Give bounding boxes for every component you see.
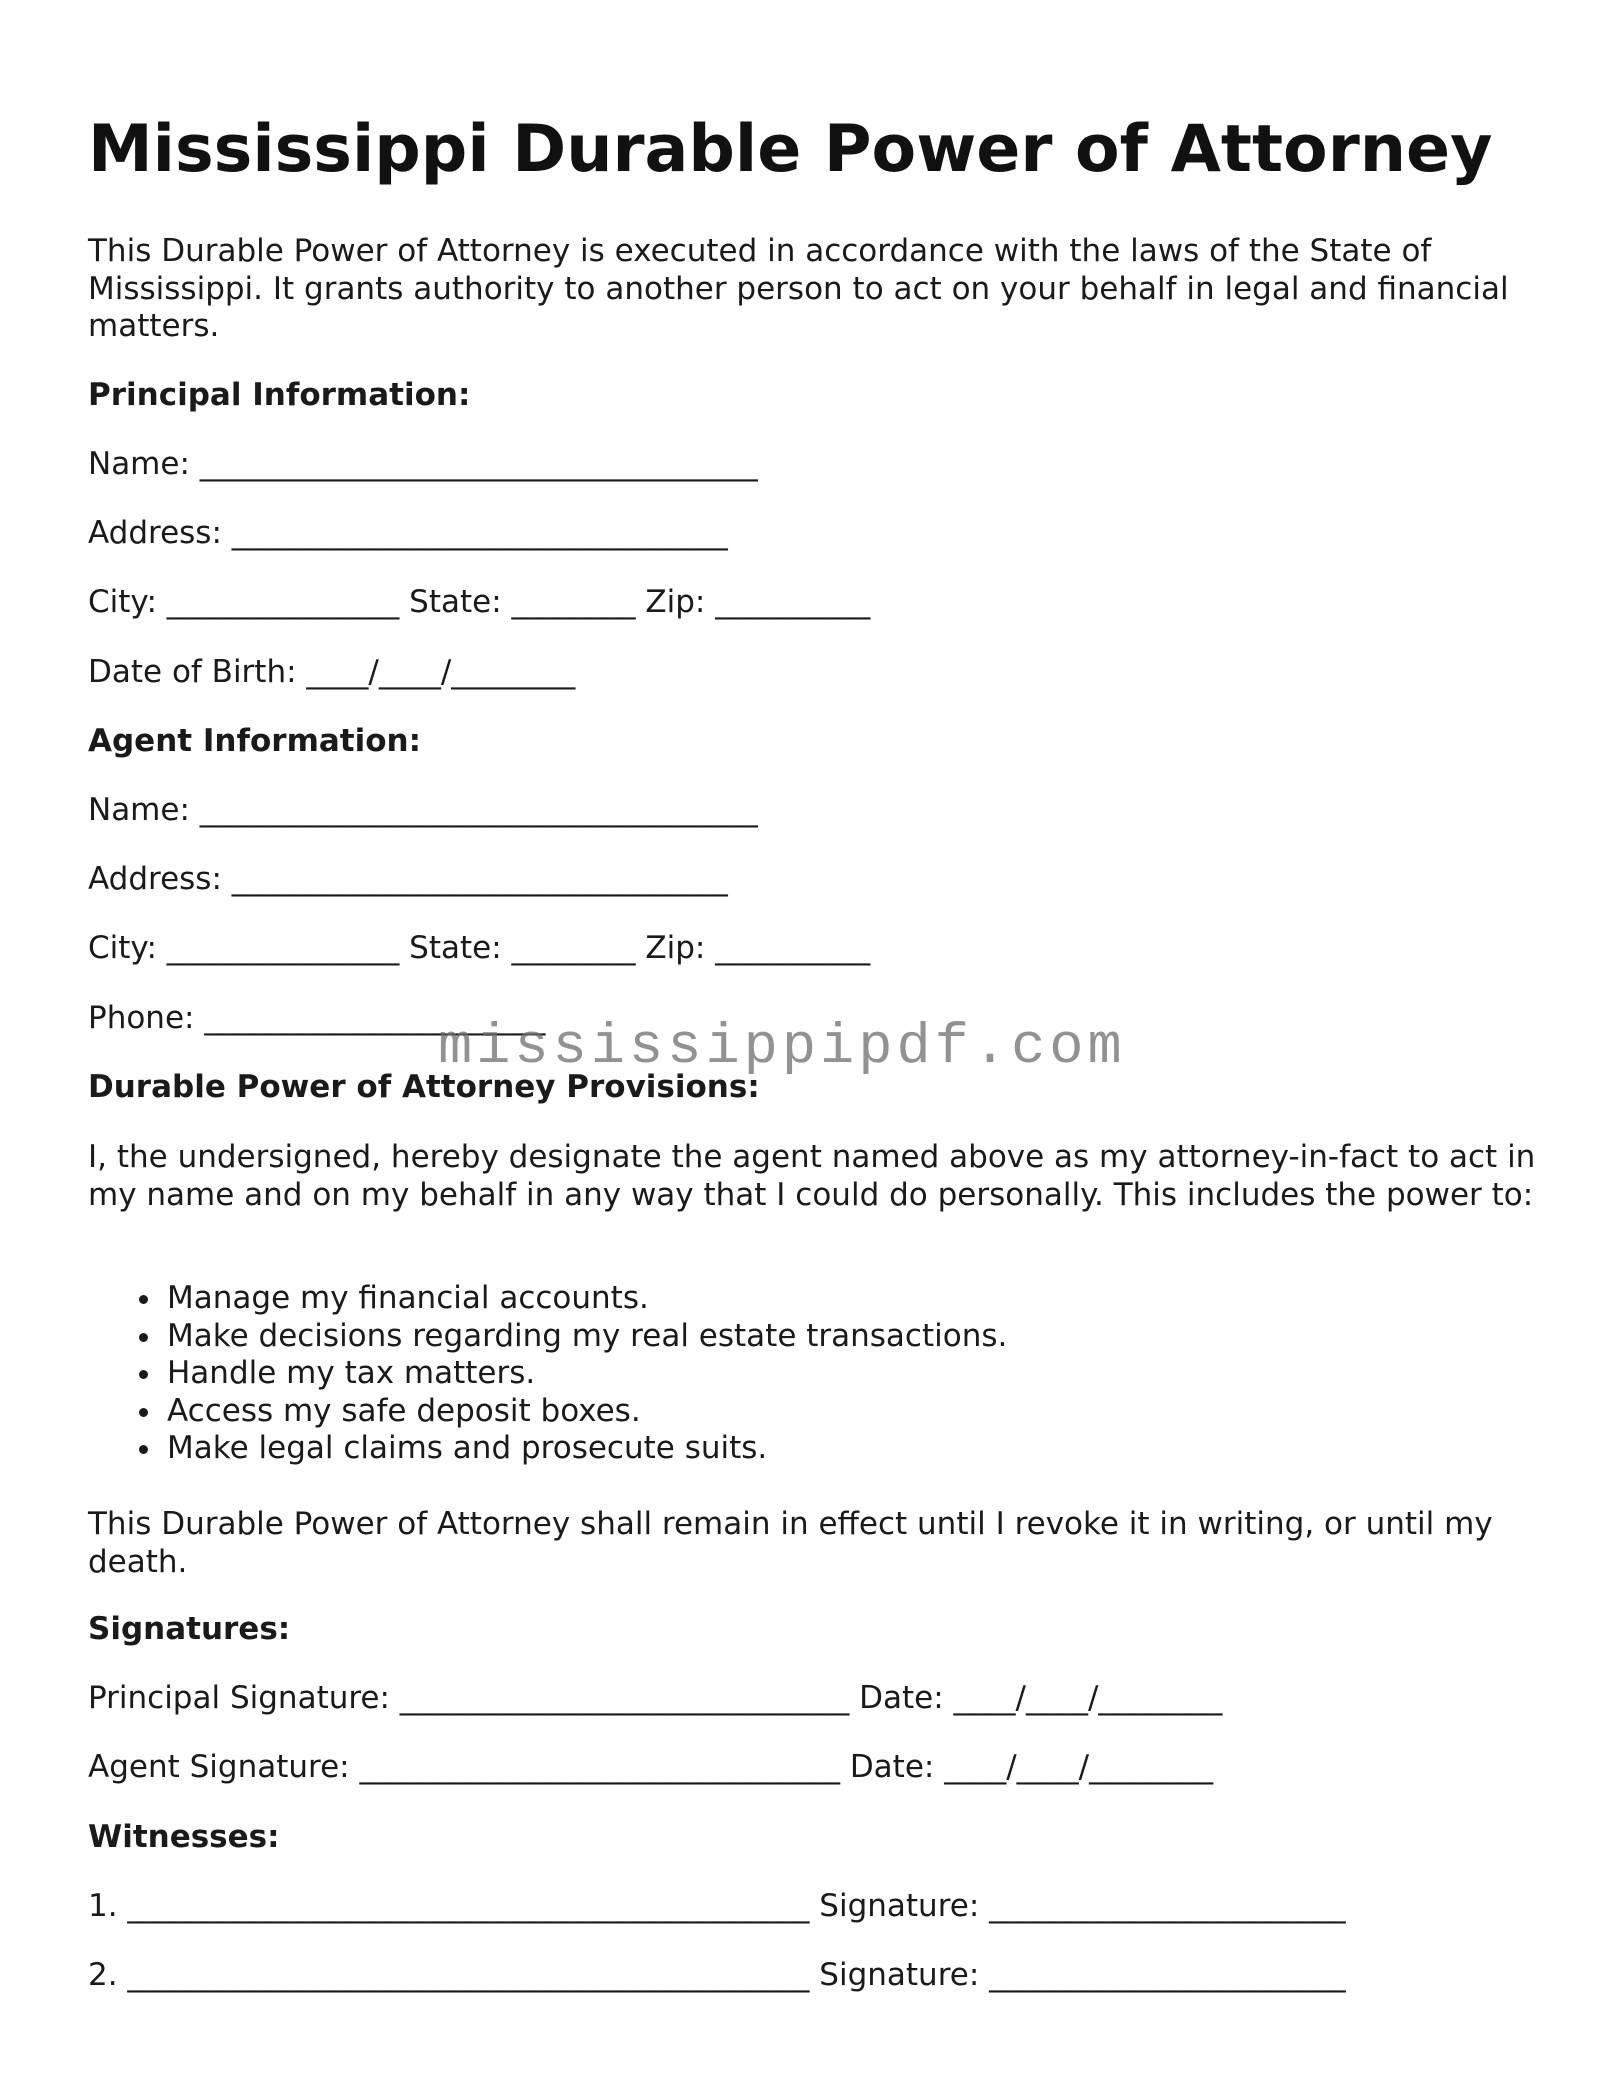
provisions-heading: Durable Power of Attorney Provisions: — [88, 1069, 760, 1105]
principal-city-state-zip-field[interactable]: City: _______________ State: ________ Zip: __________ — [88, 584, 871, 620]
agent-info-heading: Agent Information: — [88, 723, 421, 759]
principal-dob-field[interactable]: Date of Birth: ____/____/________ — [88, 654, 576, 690]
effect-paragraph: This Durable Power of Attorney shall remain in effect until I revoke it in writing, or until my death. — [88, 1506, 1493, 1580]
principal-address-field[interactable]: Address: ________________________________ — [88, 515, 728, 551]
page-title: Mississippi Durable Power of Attorney — [88, 112, 1493, 187]
provisions-paragraph: I, the undersigned, hereby designate the agent named above as my attorney-in-fact to act in my name and on my behalf in any way that I could do personally. This includes the power to: — [88, 1139, 1536, 1213]
watermark: mississippipdf.com — [438, 1016, 1126, 1080]
agent-name-field[interactable]: Name: ____________________________________ — [88, 792, 758, 828]
witness-2-field[interactable]: 2. ____________________________________________ Signature: _______________________ — [88, 1957, 1346, 1993]
powers-list — [88, 1280, 1007, 1468]
list-item: Manage my financial accounts. — [167, 1280, 1007, 1318]
witnesses-heading: Witnesses: — [88, 1819, 280, 1855]
principal-info-heading: Principal Information: — [88, 377, 471, 413]
agent-city-state-zip-field[interactable]: City: _______________ State: ________ Zip: __________ — [88, 930, 871, 966]
intro-paragraph: This Durable Power of Attorney is executed in accordance with the laws of the State of Mississippi. It grants authority to another person to act on your behalf in legal and financial matters. — [88, 233, 1509, 344]
agent-address-field[interactable]: Address: ________________________________ — [88, 861, 728, 897]
agent-phone-field[interactable]: Phone: ______________________ — [88, 1000, 546, 1036]
witness-1-field[interactable]: 1. ____________________________________________ Signature: _______________________ — [88, 1888, 1346, 1924]
principal-name-field[interactable]: Name: ____________________________________ — [88, 446, 758, 482]
list-item: Make legal claims and prosecute suits. — [167, 1430, 1007, 1468]
principal-signature-field[interactable]: Principal Signature: _____________________________ Date: ____/____/________ — [88, 1680, 1223, 1716]
signatures-heading: Signatures: — [88, 1611, 291, 1647]
list-item: Access my safe deposit boxes. — [167, 1393, 1007, 1431]
list-item: Handle my tax matters. — [167, 1355, 1007, 1393]
list-item: Make decisions regarding my real estate transactions. — [167, 1317, 1008, 1354]
agent-signature-field[interactable]: Agent Signature: _______________________________ Date: ____/____/________ — [88, 1749, 1214, 1785]
